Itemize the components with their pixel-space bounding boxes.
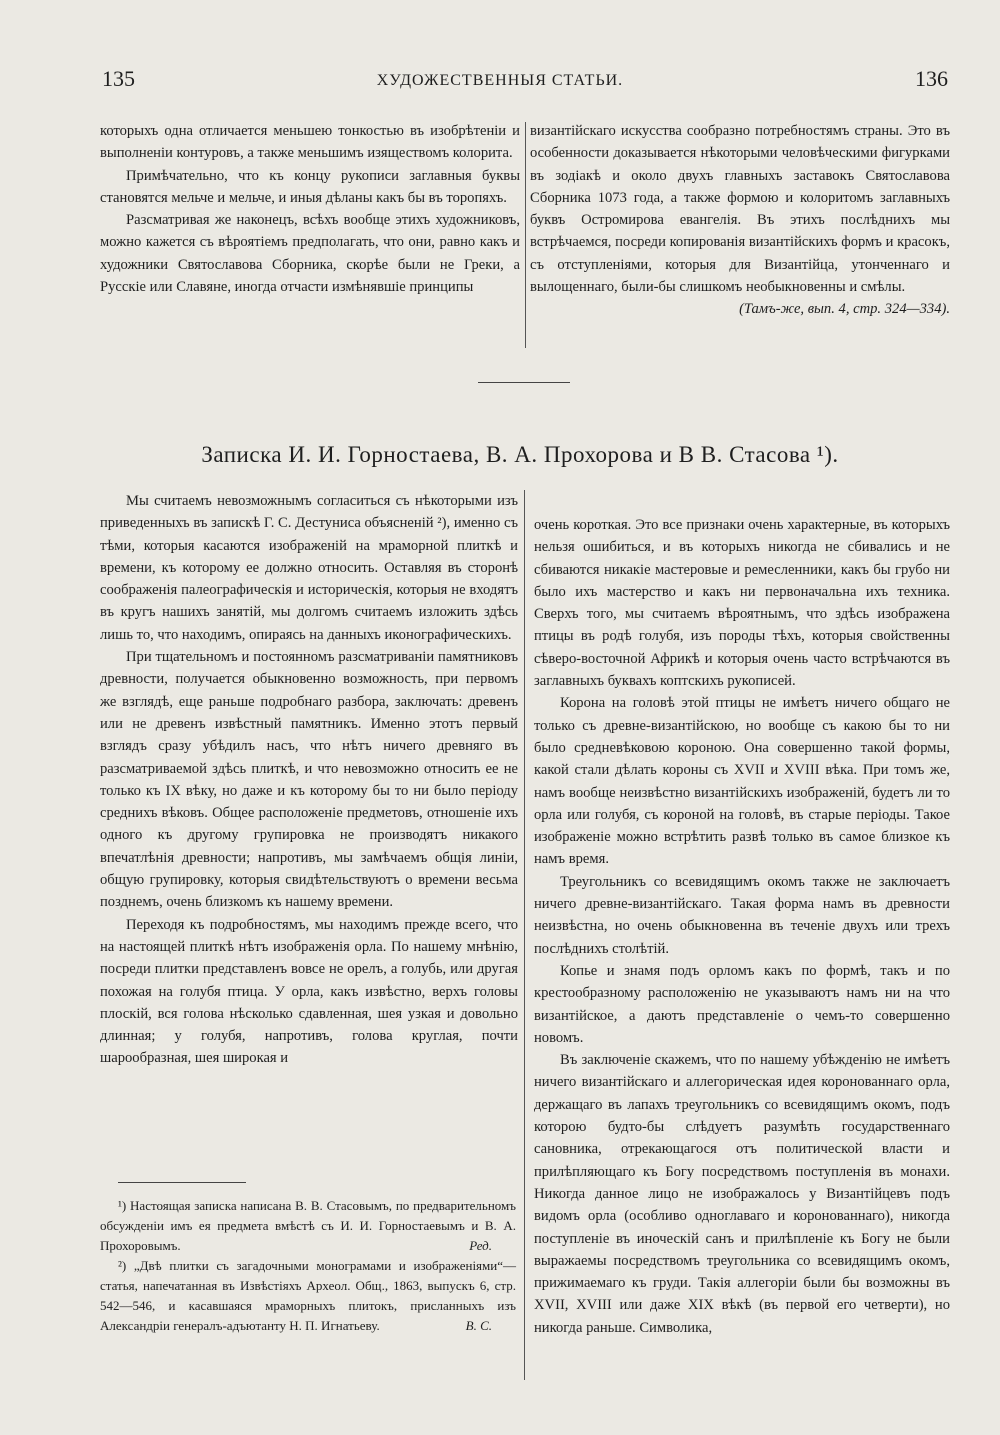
column-divider bbox=[524, 490, 525, 1380]
paragraph: Мы считаемъ невозможнымъ согласиться съ нѣкоторыми изъ приведенныхъ въ запискѣ Г. С. Дестуниса объясненій ²), именно съ тѣми, которыя касаются изображеній на мраморной плиткѣ и времени, къ которому ее должно относить. Оставляя въ сторонѣ соображенія палеографическія и историческія, которыя не входятъ въ кругъ нашихъ занятій, мы долгомъ считаемъ изложить здѣсь лишь то, что находимъ, опираясь на данныхъ иконографическихъ. bbox=[100, 493, 518, 643]
article-right-column bbox=[534, 514, 950, 1339]
footnote-1 bbox=[100, 1196, 516, 1256]
paragraph: Переходя къ подробностямъ, мы находимъ прежде всего, что на настоящей плиткѣ нѣтъ изображенія орла. По нашему мнѣнію, посреди плитки представленъ вовсе не орелъ, а голубь, или другая похожая на голубя птица. У орла, какъ извѣстно, верхъ головы плоскій, вся голова нѣсколько сдавленная, шея узкая и довольно длинная; у голубя, напротивъ, голова круглая, почти шарообразная, шея широкая и bbox=[100, 916, 518, 1067]
paragraph: Корона на головѣ этой птицы не имѣетъ ничего общаго не только съ древне-византійскою, но вообще съ какою бы то ни было средневѣковою короною. Она совершенно такой формы, какой стали дѣлать короны съ XVII и XVIII вѣка. При томъ же, намъ вообще неизвѣстно византійскихъ изображеній, будетъ ли то орла или голубя, съ короной на головѣ, въ старые періоды. Такое изображеніе можно встрѣтить развѣ только въ самое близкое къ намъ время. bbox=[534, 695, 950, 868]
footnote-2 bbox=[100, 1256, 516, 1336]
footnotes bbox=[100, 1196, 516, 1336]
article-left-column bbox=[100, 490, 518, 1070]
paragraph: которыхъ одна отличается меньшею тонкостью въ изобрѣтеніи и выполненіи контуровъ, а также меньшимъ изяществомъ колорита. bbox=[100, 123, 520, 162]
article-title: Записка И. И. Горностаева, В. А. Прохорова и В В. Стасова ¹). bbox=[201, 442, 839, 467]
source-citation: (Тамъ-же, вып. 4, стр. 324—334). bbox=[739, 301, 950, 318]
paragraph: Въ заключеніе скажемъ, что по нашему убѣжденію не имѣетъ ничего византійскаго и аллегорическая идея коронованнаго орла, держащаго въ лапахъ треугольникъ со всевидящимъ окомъ, подъ которою будто-бы слѣдуетъ разумѣть государственнаго сановника, отрекающагося отъ политической власти и прилѣпляющаго къ Богу посредствомъ поступленія въ монахи. Никогда данное лицо не изображалось у Византійцевъ подъ видомъ орла (особливо одноглаваго и коронованнаго), никогда поступленіе въ иноческій санъ и прилѣпленіе къ Богу не были выражаемы посредствомъ треугольника со всевидящимъ окомъ, прижимаемаго къ груди. Такія аллегоріи были бы возможны въ XVII, XVIII или даже XIX вѣкѣ (въ первой его четверти), но никогда раньше. Символика, bbox=[534, 1052, 950, 1336]
paragraph: Разсматривая же наконецъ, всѣхъ вообще этихъ художниковъ, можно кажется съ вѣроятіемъ предполагать, что они, равно какъ и художники Святославова Сборника, скорѣе были не Греки, а Русскіе или Славяне, иногда отчасти измѣнявшіе принципы bbox=[100, 212, 520, 296]
paragraph: Примѣчательно, что къ концу рукописи заглавныя буквы становятся мельче и мельче, и иныя дѣланы какъ бы въ торопяхъ. bbox=[100, 167, 520, 206]
footnote-text: ²) „Двѣ плитки съ загадочными монограмами и изображеніями“—статья, напечатанная въ Извѣстіяхъ Археол. Общ., 1863, выпускъ 6, стр. 542—546, и касавшаяся мраморныхъ плитокъ, присланныхъ изъ Александріи генералъ-адъютанту Н. П. Игнатьеву. bbox=[100, 1258, 516, 1333]
top-left-column bbox=[100, 120, 520, 298]
footnote-signature: Ред. bbox=[469, 1238, 492, 1253]
section-separator bbox=[478, 382, 570, 383]
page-number-right: 136 bbox=[915, 66, 948, 91]
paragraph: очень короткая. Это все признаки очень характерные, въ которыхъ нельзя ошибиться, и въ которыхъ никогда не сбивались и не сбиваются никакіе мастеровые и ремесленники, какъ бы грубо ни было ихъ мастерство и какъ ни первоначальна ихъ техника. Сверхъ того, мы считаемъ вѣроятнымъ, что здѣсь изображена птицы въ родѣ голубя, изъ породы тѣхъ, которыя свойственны сѣверо-восточной Африкѣ и которыя очень часто встрѣчаются въ заглавныхъ буквахъ коптскихъ рукописей. bbox=[534, 517, 950, 690]
footnote-text: ¹) Настоящая записка написана В. В. Стасовымъ, по предварительномъ обсужденіи имъ ея предмета вмѣстѣ съ И. И. Горностаевымъ и В. А. Прохоровымъ. bbox=[100, 1198, 516, 1253]
top-right-column bbox=[530, 120, 950, 321]
footnote-signature: В. С. bbox=[465, 1318, 492, 1333]
column-divider bbox=[525, 122, 526, 348]
page-number-left: 135 bbox=[102, 66, 135, 91]
paragraph: При тщательномъ и постоянномъ разсматриваніи памятниковъ древности, получается обыкновенно возможность, при первомъ же взглядѣ, еще раньше подробнаго разбора, заключать: древенъ или не древенъ извѣстный памятникъ. Именно этотъ первый взглядъ сразу убѣдилъ насъ, что нѣтъ ничего древняго въ разсматриваемой здѣсь плиткѣ, и что невозможно относить ее не только къ IX вѣку, но даже и къ которому бы то ни было періоду среднихъ вѣковъ. Общее расположеніе предметовъ, отношеніе ихъ одного къ другому групировка не производятъ никакого впечатлѣнія древности; напротивъ, мы замѣчаемъ общія линіи, общую групировку, которыя свидѣтельствуютъ о времени весьма позднемъ, очень близкомъ къ нашему времени. bbox=[100, 649, 518, 911]
paragraph: Треугольникъ со всевидящимъ окомъ также не заключаетъ ничего древне-византійскаго. Такая форма намъ въ древности неизвѣстна, но очень обыкновенна въ теченіе двухъ или трехъ послѣднихъ столѣтій. bbox=[534, 873, 950, 957]
paragraph: Копье и знамя подъ орломъ какъ по формѣ, такъ и по крестообразному расположенію не указываютъ намъ ни на что византійское, а даютъ представленіе о чемъ-то совершенно новомъ. bbox=[534, 962, 950, 1046]
footnote-rule bbox=[118, 1182, 246, 1183]
paragraph: византійскаго искусства сообразно потребностямъ страны. Это въ особенности доказывается нѣкоторыми человѣческими фигурками въ зодіакѣ и около двухъ главныхъ заставокъ Святославова Сборника 1073 года, а также формою и колоритомъ заглавныхъ буквъ Остромирова евангелія. Въ этихъ послѣднихъ мы встрѣчаемся, посреди копированія византійскихъ формъ и красокъ, съ отступленіями, которыя для Византійца, утонченнаго и вылощеннаго, были-бы слишкомъ необыкновенны и смѣлы. bbox=[530, 123, 950, 296]
running-header: ХУДОЖЕСТВЕННЫЯ СТАТЬИ. bbox=[376, 72, 624, 89]
